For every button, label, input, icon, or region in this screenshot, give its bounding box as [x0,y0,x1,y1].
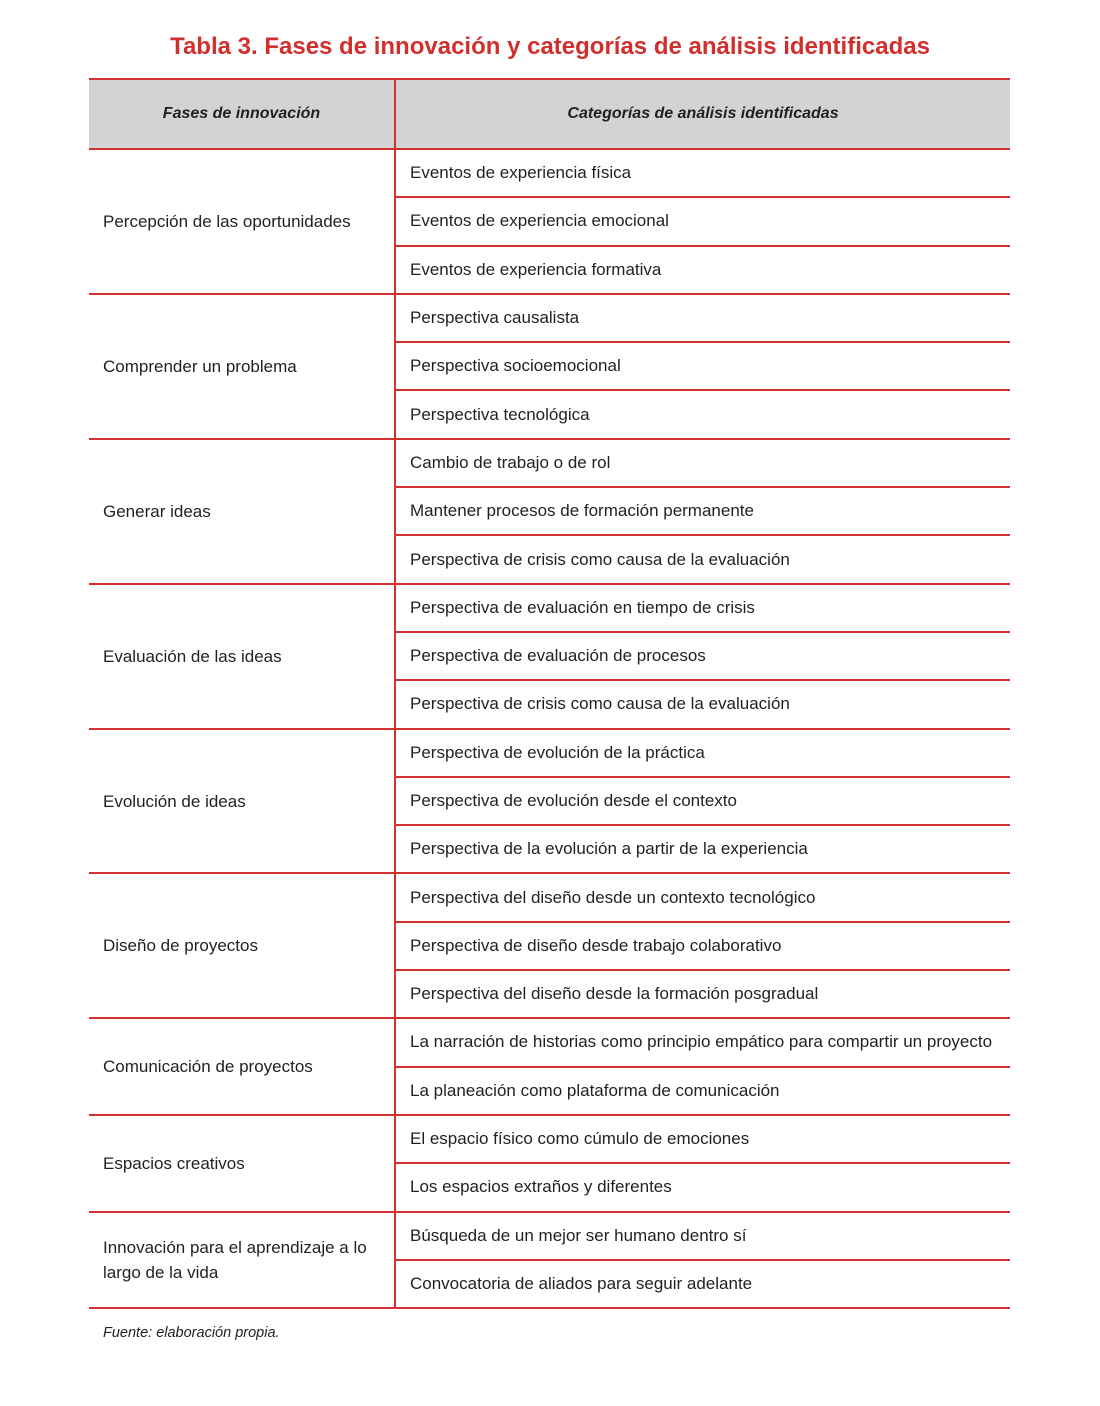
category-cell: Convocatoria de aliados para seguir adelante [396,1261,1010,1309]
category-cell: Cambio de trabajo o de rol [396,440,1010,488]
header-categories: Categorías de análisis identificadas [567,105,839,122]
category-cell: Perspectiva de evolución de la práctica [396,730,1010,778]
category-cell: Los espacios extraños y diferentes [396,1164,1010,1212]
table-row-group [89,295,1010,440]
categories-column [396,585,1010,730]
table-row-group [89,1116,1010,1213]
category-cell: La narración de historias como principio empático para compartir un proyecto [396,1019,1010,1067]
table-title: Tabla 3. Fases de innovación y categorías de análisis identificadas [170,33,930,60]
category-cell: Perspectiva de crisis como causa de la evaluación [396,681,1010,729]
category-cell: Perspectiva de diseño desde trabajo colaborativo [396,923,1010,971]
phases-table [89,78,1010,1309]
table-row-group [89,730,1010,875]
table-header-row [89,78,1010,150]
category-cell: Perspectiva del diseño desde un contexto tecnológico [396,874,1010,922]
table-row-group [89,1213,1010,1310]
phase-cell [89,1019,396,1116]
source-note: Fuente: elaboración propia. [103,1325,280,1341]
category-cell: Perspectiva de evaluación en tiempo de crisis [396,585,1010,633]
category-cell: Perspectiva de crisis como causa de la evaluación [396,536,1010,584]
table-row-group [89,874,1010,1019]
category-cell: Perspectiva tecnológica [396,391,1010,439]
categories-column [396,1019,1010,1116]
phase-cell [89,150,396,295]
categories-column [396,874,1010,1019]
categories-column [396,730,1010,875]
category-cell: Perspectiva de evaluación de procesos [396,633,1010,681]
category-cell: Perspectiva del diseño desde la formación posgradual [396,971,1010,1019]
category-cell: Perspectiva de evolución desde el contexto [396,778,1010,826]
phase-cell [89,874,396,1019]
categories-column [396,150,1010,295]
categories-column [396,295,1010,440]
table-row-group [89,585,1010,730]
category-cell: Eventos de experiencia emocional [396,198,1010,246]
category-cell: Perspectiva causalista [396,295,1010,343]
table-row-group [89,1019,1010,1116]
phase-label: Percepción de las oportunidades [103,211,351,231]
phase-label: Evolución de ideas [103,791,246,811]
phase-label: Innovación para el aprendizaje a lo largo de la vida [103,1237,367,1282]
category-cell: Perspectiva socioemocional [396,343,1010,391]
table-row-group [89,150,1010,295]
category-cell: Eventos de experiencia formativa [396,247,1010,295]
category-cell: Perspectiva de la evolución a partir de la experiencia [396,826,1010,874]
category-cell: Eventos de experiencia física [396,150,1010,198]
phase-label: Diseño de proyectos [103,936,258,956]
phase-cell [89,730,396,875]
phase-cell [89,1213,396,1310]
header-phase: Fases de innovación [89,80,396,148]
category-cell: La planeación como plataforma de comunicación [396,1068,1010,1116]
phase-cell [89,585,396,730]
categories-column [396,1116,1010,1213]
categories-column [396,1213,1010,1310]
categories-column [396,440,1010,585]
phase-label: Generar ideas [103,501,211,521]
category-cell: Búsqueda de un mejor ser humano dentro sí [396,1213,1010,1261]
phase-cell [89,440,396,585]
category-cell: Mantener procesos de formación permanente [396,488,1010,536]
category-cell: El espacio físico como cúmulo de emociones [396,1116,1010,1164]
phase-label: Espacios creativos [103,1153,245,1173]
phase-cell [89,295,396,440]
phase-label: Comunicación de proyectos [103,1057,313,1077]
table-row-group [89,440,1010,585]
phase-label: Evaluación de las ideas [103,646,282,666]
phase-cell [89,1116,396,1213]
phase-label: Comprender un problema [103,356,297,376]
